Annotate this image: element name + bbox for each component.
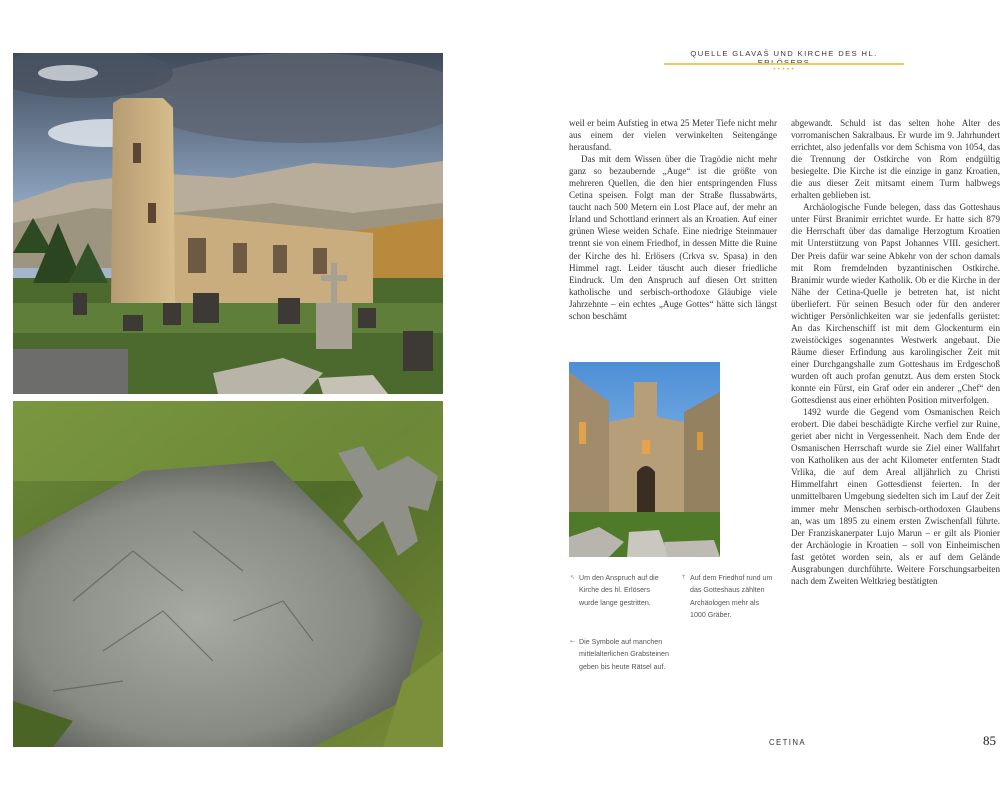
header-dots: ••••• <box>772 66 796 73</box>
header-rule <box>664 63 904 65</box>
arrow-up-icon: ↑ <box>681 574 687 581</box>
church-interior-photo <box>569 362 720 557</box>
paragraph: Das mit dem Wissen über die Tragödie nicht mehr ganz so bezaubernde „Auge“ ist die größte von mehreren Quellen, die den hier entspringenden Fluss Cetina speisen. Folgt man der Straße flussabwärts, taucht nach 500 Metern ein Lost Place auf, der mehr an Irland und Schottland erinnert als an Kroatien. Auf einer grünen Wiese weiden Schafe. Eine niedrige Steinmauer trennt sie von einem Friedhof, in dessen Mitte die Ruine der Kirche des hl. Erlösers (Crkva sv. Spasa) in den Himmel ragt. Leider täuscht auch dieser friedliche Eindruck. Um den Anspruch auf diesen Ort stritten katholische und serbisch-orthodoxe Gläubige viele Jahrzehnte – ein echtes „Auge Gottes“ hätte sich längst schon beschämt <box>569 154 777 321</box>
caption-gravestone-symbols <box>570 636 680 673</box>
caption-text: Die Symbole auf manchen mittelalterlichen Grabsteinen geben bis heute Rätsel auf. <box>579 638 669 671</box>
body-text-column-1 <box>569 117 777 322</box>
church-ruin-cemetery-photo <box>13 53 443 394</box>
caption-cemetery <box>681 572 773 622</box>
page-number: 85 <box>983 733 996 748</box>
engraved-gravestone-photo <box>13 401 443 747</box>
footer-section-label: CETINA <box>769 738 806 747</box>
arrow-left-icon: ← <box>570 638 576 645</box>
caption-text: Auf dem Friedhof rund um das Gotteshaus zählten Archäologen mehr als 1000 Gräber. <box>690 574 773 620</box>
paragraph: 1492 wurde die Gegend vom Osmanischen Reich erobert. Die dabei beschädigte Kirche verfiel zur Ruine, geriet aber nicht in Vergessenheit. Nach dem Ende der Osmanischen Herrschaft wurde sie Ziel einer Wallfahrt von Katholiken aus der acht Kilometer entfernten Stadt Vrlika, die auf dem Areal alljährlich zu Christi Himmelfahrt einen Gottesdienst feierten. In der unmittelbaren Umgebung siedelten sich im Lauf der Zeit immer mehr Menschen serbisch-orthodoxen Glaubens an, was um 1895 zu einem ersten Zwischenfall führte. Der Franziskanerpater Lujo Marun – er gilt als Pionier der Archäologie in Kroatien – soll von Einheimischen fast getötet worden sein, als er auf dem Gelände Ausgrabungen durchführte. Weitere Forschungsarbeiten nach dem Zweiten Weltkrieg bestätigten <box>791 407 1000 586</box>
caption-text: Um den Anspruch auf die Kirche des hl. Erlösers wurde lange gestritten. <box>579 574 659 607</box>
paragraph: Archäologische Funde belegen, dass das Gotteshaus unter Fürst Branimir errichtet wurde. Er hatte sich 879 die Herrschaft über das damalige Herzogtum Kroatien mit Unterstützung von Papst Johannes VIII. gesichert. Der Preis dafür war seine Abkehr von der schon damals mit Rom fremdelnden byzantinischen Ostkirche. Branimir wurde wieder Katholik. Ob er die Kirche in der Nähe der Cetina-Quelle je betreten hat, ist nicht überliefert. Für seinen Besuch oder für den anderer wichtiger Persönlichkeiten war sie jedenfalls gerüstet: An das Kirchenschiff ist mit dem Glockenturm ein zweistöckiges sogenanntes Westwerk angebaut. Die Räume dieser Erfindung aus karolingischer Zeit mit einer Durchgangshalle zum Gotteshaus im Erdgeschoß wurden oft auch profan genutzt. Aus dem ersten Stock konnte ein Fürst, ein Graf oder ein anderer „Chef“ den Gottesdienst aus einer erhöhten Position mitverfolgen. <box>791 202 1000 406</box>
running-header: QUELLE GLAVAŠ UND KIRCHE DES HL. <box>690 49 878 58</box>
caption-church-dispute <box>570 572 670 609</box>
paragraph: weil er beim Aufstieg in etwa 25 Meter Tiefe nicht mehr aus einem der vielen verwinkelten Seitengänge herausfand. <box>569 118 777 153</box>
body-text-column-2 <box>791 117 1000 587</box>
paragraph: abgewandt. Schuld ist das selten hohe Alter des vorromanischen Sakralbaus. Er wurde im 9. Jahrhundert errichtet, also jedenfalls vor dem Schisma von 1054, das die Trennung der Ostkirche von Rom endgültig besiegelte. Die Kirche ist die einzige in ganz Kroatien, die aus dieser Zeit mitsamt einem Turm halbwegs erhalten geblieben ist. <box>791 118 1000 201</box>
arrow-up-left-icon: ↖ <box>570 574 576 581</box>
